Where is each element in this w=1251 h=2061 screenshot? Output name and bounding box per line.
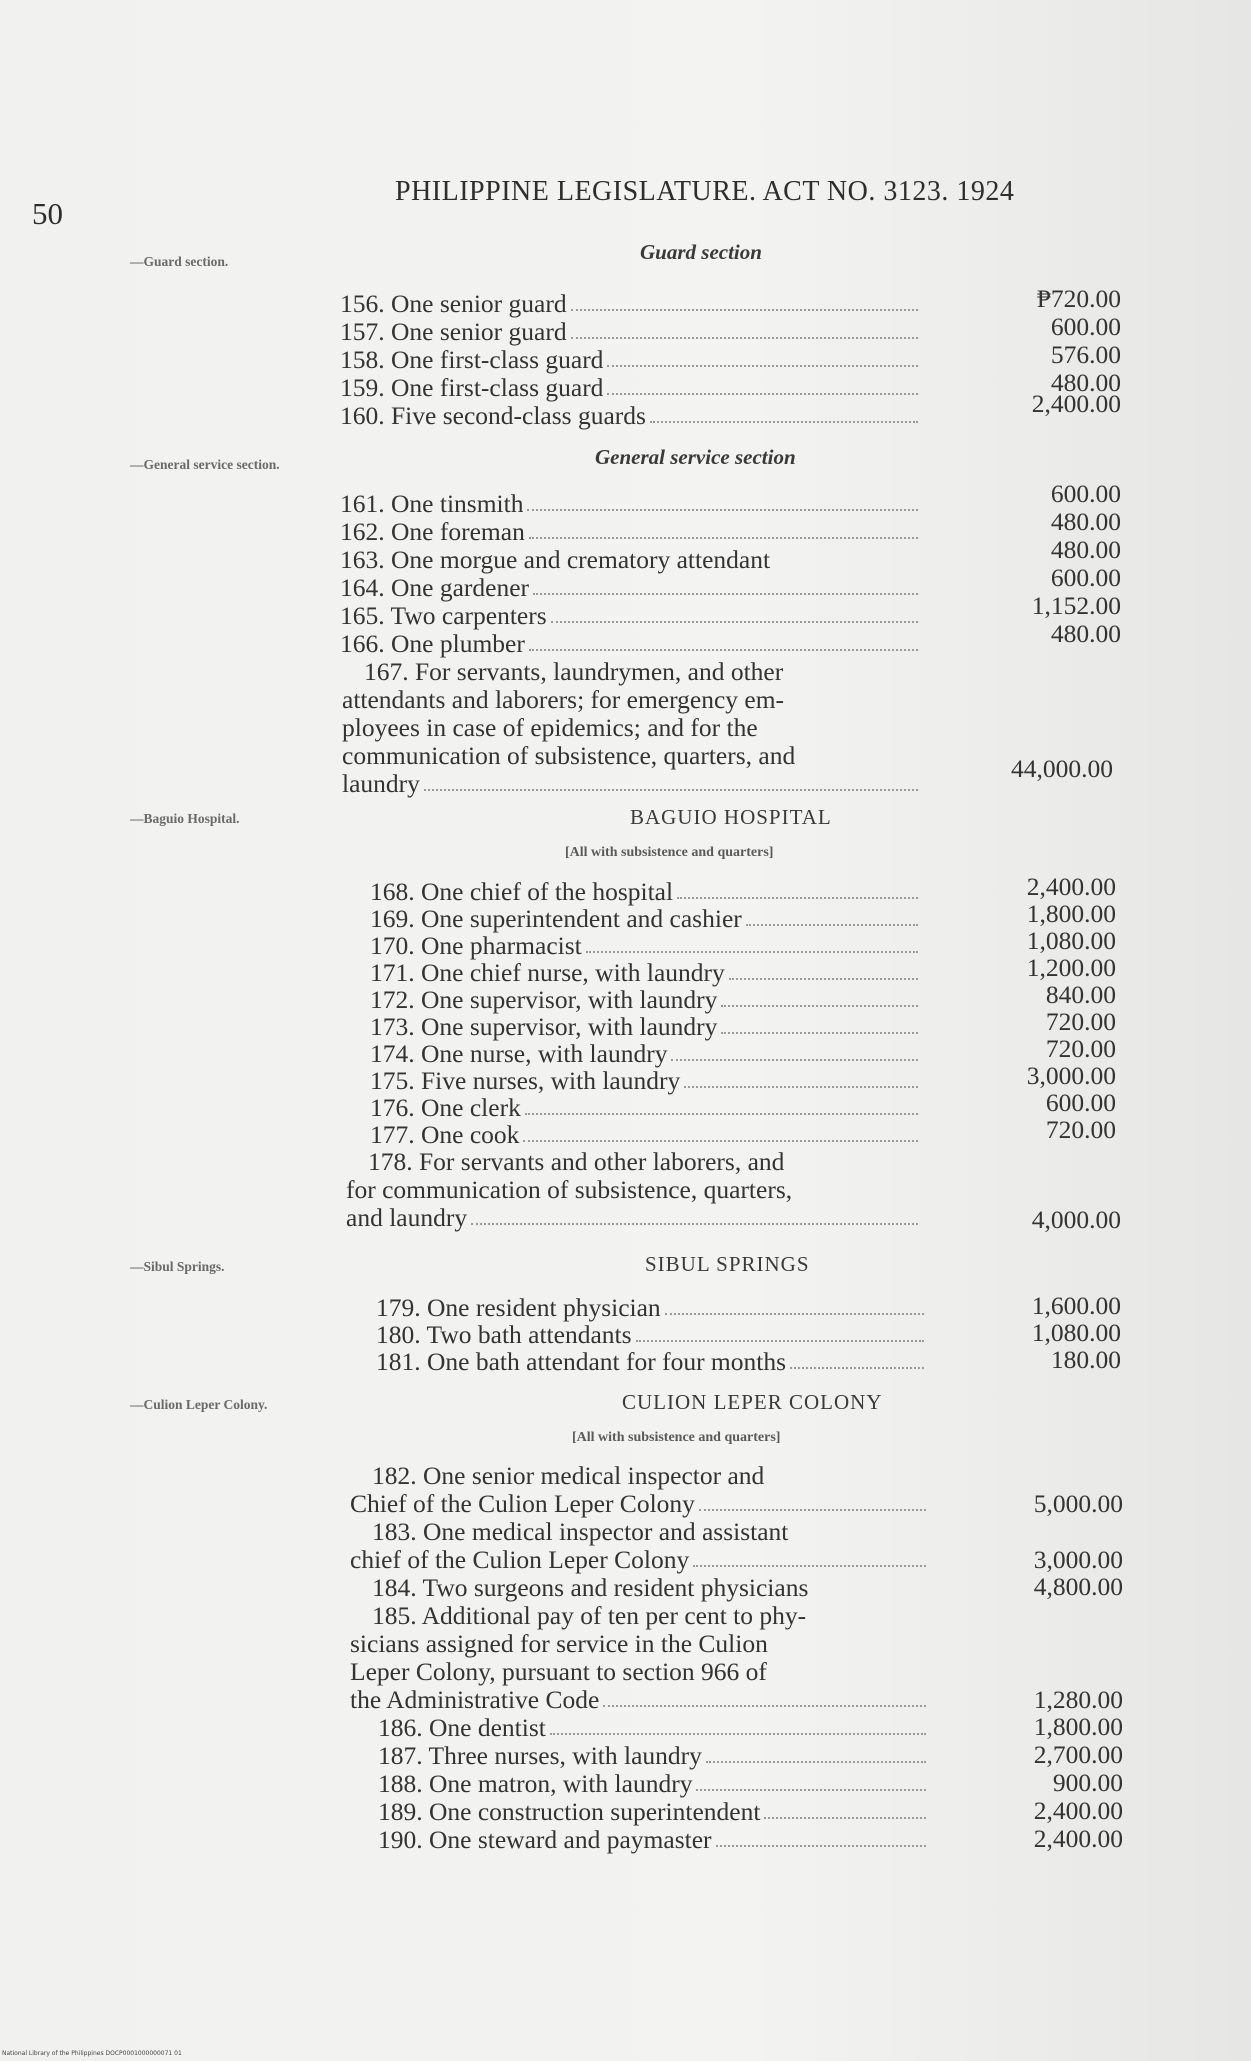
amount: 1,600.00 [1031,1291,1121,1320]
list-item-183: 183. One medical inspector and assistant chief of the Culion Leper Colony [350,1518,928,1574]
amount: 600.00 [1045,1088,1116,1117]
list-item: 166. One plumber [340,630,920,658]
list-item: 163. One morgue and crematory attendant [340,545,771,574]
list-item: 156. One senior guard [340,290,920,318]
amount: 1,200.00 [1026,953,1116,982]
amount: 44,000.00 [1011,754,1113,783]
amount: 1,080.00 [1026,926,1116,955]
amount: 720.00 [1045,1115,1116,1144]
amount: 840.00 [1045,980,1116,1009]
list-item: 181. One bath attendant for four months [376,1348,926,1376]
amount: 900.00 [1052,1768,1123,1797]
list-item-185: 185. Additional pay of ten per cent to phy- sicians assigned for service in the Culion Leper Colony, pursuant to section 966 of the Administrative Code [350,1602,928,1714]
list-item: 170. One pharmacist [370,932,920,960]
amount: ₱720.00 [1036,284,1121,313]
amount: 480.00 [1050,507,1121,536]
list-item-182: 182. One senior medical inspector and Chief of the Culion Leper Colony [350,1462,928,1518]
amount: 1,152.00 [1031,591,1121,620]
section-title-baguio: BAGUIO HOSPITAL [630,805,832,829]
list-item: 171. One chief nurse, with laundry [370,959,920,987]
list-item: 159. One first-class guard [340,374,920,402]
margin-note-general: —General service section. [130,457,280,472]
amount: 5,000.00 [1033,1489,1123,1518]
amount: 1,800.00 [1026,899,1116,928]
list-item: 173. One supervisor, with laundry [370,1013,920,1041]
section-subtitle-culion: [All with subsistence and quarters] [572,1430,781,1445]
amount: 480.00 [1050,619,1121,648]
amount: 720.00 [1045,1007,1116,1036]
page-number: 50 [32,196,63,231]
list-item: 175. Five nurses, with laundry [370,1067,920,1095]
list-item: 165. Two carpenters [340,602,920,630]
list-item: 188. One matron, with laundry [378,1770,928,1798]
list-item: 186. One dentist [378,1714,928,1742]
list-item: 168. One chief of the hospital [370,878,920,906]
list-item: 190. One steward and paymaster [378,1826,928,1854]
section-title-guard: Guard section [640,240,762,264]
section-title-culion: CULION LEPER COLONY [622,1390,883,1414]
amount: 4,800.00 [1033,1572,1123,1601]
scan-footer-stamp: National Library of the Philippines DOCP0001000000071 01 [2,2050,182,2057]
list-item: 160. Five second-class guards [340,402,920,430]
amount: 576.00 [1050,340,1121,369]
amount: 1,080.00 [1031,1318,1121,1347]
margin-note-baguio: —Baguio Hospital. [130,811,240,826]
amount: 720.00 [1045,1034,1116,1063]
list-item: 189. One construction superintendent [378,1798,928,1826]
amount: 480.00 [1050,535,1121,564]
amount: 1,800.00 [1033,1712,1123,1741]
amount: 600.00 [1050,312,1121,341]
amount: 480.00 [1050,368,1121,397]
list-item: 162. One foreman [340,518,920,546]
amount: 2,400.00 [1033,1824,1123,1853]
amount: 1,280.00 [1033,1685,1123,1714]
running-header: PHILIPPINE LEGISLATURE. ACT NO. 3123. 1924 [395,176,1015,207]
amount: 600.00 [1050,563,1121,592]
list-item: 169. One superintendent and cashier [370,905,920,933]
section-title-sibul: SIBUL SPRINGS [645,1252,810,1276]
amount: 3,000.00 [1026,1061,1116,1090]
margin-note-culion: —Culion Leper Colony. [130,1397,268,1412]
list-item: 174. One nurse, with laundry [370,1040,920,1068]
section-subtitle-baguio: [All with subsistence and quarters] [565,845,774,860]
amount: 2,700.00 [1033,1740,1123,1769]
list-item: 158. One first-class guard [340,346,920,374]
list-item: 164. One gardener [340,574,920,602]
list-item: 161. One tinsmith [340,490,920,518]
list-item-167: 167. For servants, laundrymen, and other attendants and laborers; for emergency em- ployees in case of epidemics; and for the communication of subsistence, quarters, and laundry [342,658,920,798]
amount: 2,400.00 [1033,1796,1123,1825]
margin-note-guard: —Guard section. [130,254,229,269]
amount: 180.00 [1050,1345,1121,1374]
section-title-general: General service section [595,445,796,469]
amount: 3,000.00 [1033,1545,1123,1574]
amount: 4,000.00 [1031,1205,1121,1234]
list-item-184: 184. Two surgeons and resident physicians [372,1573,809,1602]
list-item: 180. Two bath attendants [376,1321,926,1349]
list-item: 177. One cook [370,1121,920,1149]
amount: 600.00 [1050,479,1121,508]
list-item: 179. One resident physician [376,1294,926,1322]
list-item: 172. One supervisor, with laundry [370,986,920,1014]
margin-note-sibul: —Sibul Springs. [130,1259,225,1274]
list-item: 176. One clerk [370,1094,920,1122]
list-item: 187. Three nurses, with laundry [378,1742,928,1770]
list-item: 157. One senior guard [340,318,920,346]
list-item-178: 178. For servants and other laborers, and for communication of subsistence, quarters, and laundry [346,1148,920,1232]
amount: 2,400.00 [1031,389,1121,418]
amount: 2,400.00 [1026,872,1116,901]
